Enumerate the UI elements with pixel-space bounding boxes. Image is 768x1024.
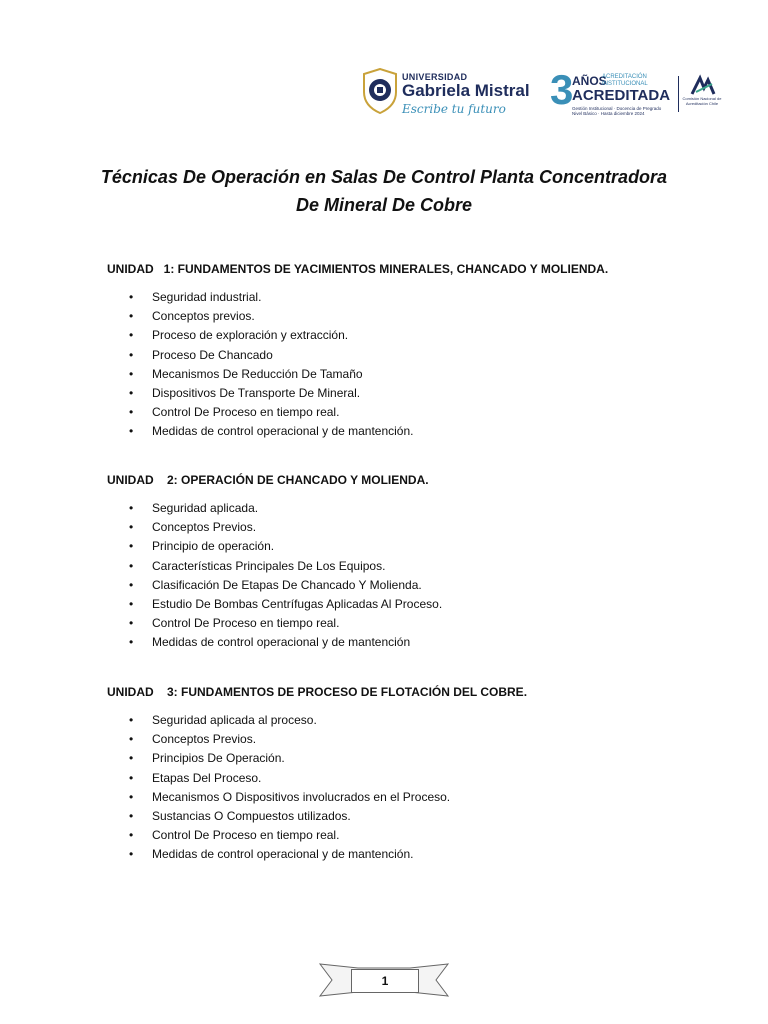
list-item: • Conceptos Previos. — [107, 518, 727, 537]
bullet-icon: • — [129, 290, 134, 304]
bullet-icon: • — [129, 635, 134, 650]
list-item: • Medidas de control operacional y de mantención. — [107, 845, 727, 864]
list-item: • Control De Proceso en tiempo real. — [107, 614, 727, 633]
accreditation-details: Gestión Institucional · Docencia de Pregrado Nivel Básico · Hasta diciembre 2024 — [572, 106, 662, 116]
bullet-icon: • — [129, 577, 134, 592]
bullet-icon: • — [129, 328, 134, 343]
list-item: • Sustancias O Compuestos utilizados. — [107, 807, 727, 826]
cna-mark-icon — [682, 74, 722, 96]
university-seal-icon — [362, 68, 398, 114]
university-name: Gabriela Mistral — [402, 81, 530, 100]
bullet-icon: • — [129, 713, 134, 727]
bullet-icon: • — [129, 732, 134, 747]
page-number: 1 — [351, 969, 419, 993]
list-item: • Proceso De Chancado — [107, 346, 727, 365]
list-item: • Seguridad aplicada al proceso. — [107, 711, 727, 730]
page-footer — [318, 960, 450, 1002]
bullet-icon: • — [129, 770, 134, 785]
bullet-icon: • — [129, 405, 134, 420]
list-item: • Medidas de control operacional y de mantención — [107, 633, 727, 652]
unit-topic-list — [107, 288, 727, 442]
list-item: • Seguridad industrial. — [107, 288, 727, 307]
unit-heading: UNIDAD 2: OPERACIÓN DE CHANCADO Y MOLIENDA. — [107, 473, 429, 487]
list-item: • Mecanismos De Reducción De Tamaño — [107, 365, 727, 384]
list-item: • Estudio De Bombas Centrífugas Aplicadas Al Proceso. — [107, 595, 727, 614]
document-title-line-2: De Mineral De Cobre — [295, 195, 473, 215]
accreditation-type: ACREDITACIÓN INSTITUCIONAL — [602, 74, 648, 87]
accreditation-years-label: AÑOS — [572, 74, 607, 88]
accreditation-years-number: 3 — [550, 66, 574, 113]
bullet-icon: • — [129, 828, 134, 843]
unit-3-section — [107, 685, 727, 865]
bullet-icon: • — [129, 597, 134, 612]
unit-heading: UNIDAD 1: FUNDAMENTOS DE YACIMIENTOS MINERALES, CHANCADO Y MOLIENDA. — [107, 262, 609, 276]
accreditation-status: ACREDITADA — [572, 87, 671, 104]
bullet-icon: • — [129, 309, 134, 324]
university-label: UNIVERSIDAD — [402, 72, 468, 82]
accreditation-badge — [550, 66, 678, 120]
university-slogan: Escribe tu futuro — [402, 102, 506, 116]
list-item: • Medidas de control operacional y de mantención. — [107, 422, 727, 441]
list-item: • Etapas Del Proceso. — [107, 769, 727, 788]
bullet-icon: • — [129, 366, 134, 381]
list-item: • Conceptos Previos. — [107, 730, 727, 749]
list-item: • Clasificación De Etapas De Chancado Y Molienda. — [107, 576, 727, 595]
bullet-icon: • — [129, 347, 134, 362]
list-item: • Conceptos previos. — [107, 307, 727, 326]
list-item: • Seguridad aplicada. — [107, 499, 727, 518]
bullet-icon: • — [129, 501, 134, 515]
bullet-icon: • — [129, 847, 134, 862]
list-item: • Control De Proceso en tiempo real. — [107, 826, 727, 845]
bullet-icon: • — [129, 616, 134, 631]
bullet-icon: • — [129, 789, 134, 804]
list-item: • Control De Proceso en tiempo real. — [107, 403, 727, 422]
bullet-icon: • — [129, 424, 134, 439]
bullet-icon: • — [129, 558, 134, 573]
bullet-icon: • — [129, 751, 134, 766]
cna-logo — [682, 74, 722, 118]
unit-1-section — [107, 262, 727, 442]
list-item: • Dispositivos De Transporte De Mineral. — [107, 384, 727, 403]
unit-heading: UNIDAD 3: FUNDAMENTOS DE PROCESO DE FLOTACIÓN DEL COBRE. — [107, 685, 528, 699]
document-title-line-1: Técnicas De Operación en Salas De Control Planta Concentradora — [100, 167, 668, 187]
bullet-icon: • — [129, 539, 134, 554]
list-item: • Características Principales De Los Equipos. — [107, 557, 727, 576]
university-wordmark — [402, 72, 530, 116]
list-item: • Principios De Operación. — [107, 749, 727, 768]
unit-2-section — [107, 473, 727, 653]
list-item: • Mecanismos O Dispositivos involucrados en el Proceso. — [107, 788, 727, 807]
header-logos — [362, 64, 722, 124]
cna-label: Comisión Nacional de Acreditación Chile — [682, 96, 722, 106]
bullet-icon: • — [129, 520, 134, 535]
bullet-icon: • — [129, 809, 134, 824]
list-item: • Proceso de exploración y extracción. — [107, 326, 727, 345]
list-item: • Principio de operación. — [107, 537, 727, 556]
bullet-icon: • — [129, 386, 134, 401]
unit-topic-list — [107, 711, 727, 865]
logo-divider — [678, 76, 679, 112]
unit-topic-list — [107, 499, 727, 653]
